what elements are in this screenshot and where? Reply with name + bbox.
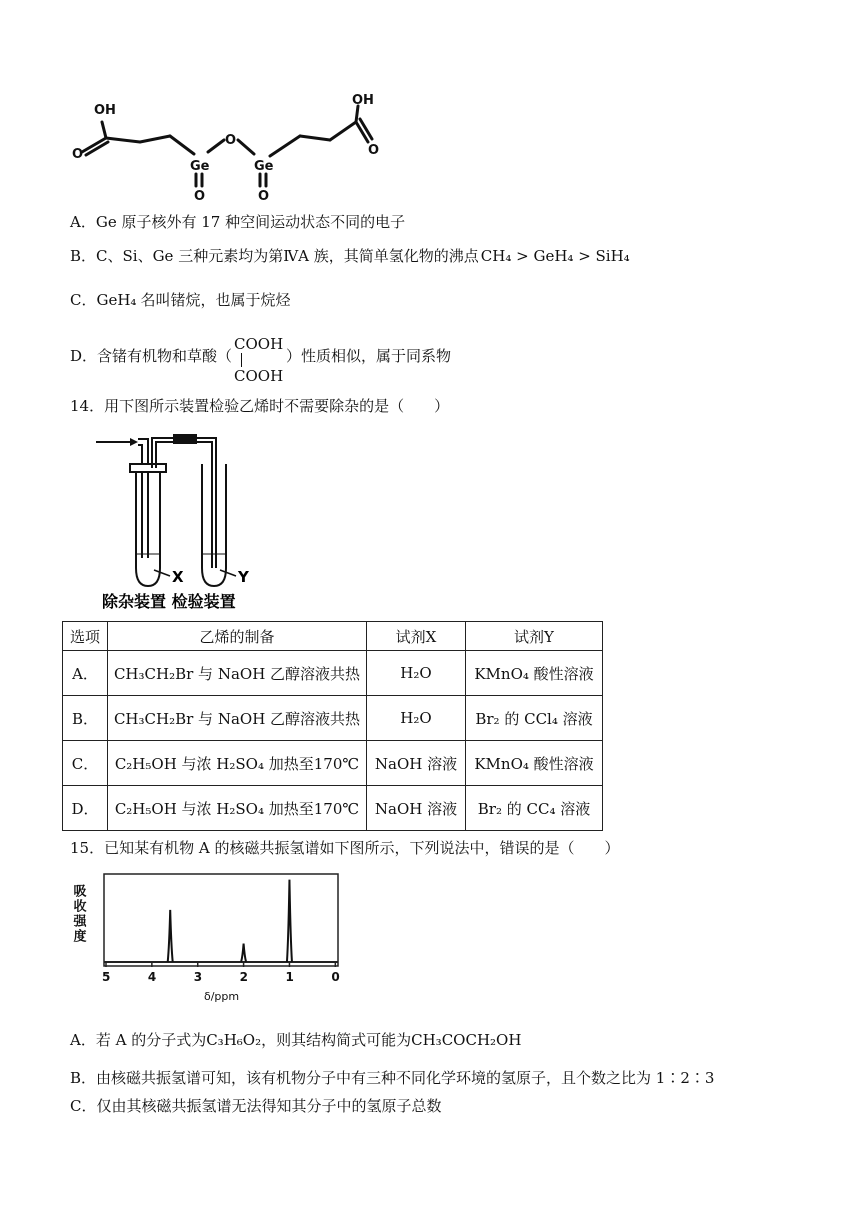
atom-oh-left: OH — [94, 103, 116, 118]
q13-option-c-label: C． — [70, 291, 97, 309]
table-row — [63, 696, 603, 741]
cell-reagent-y: KMnO₄ 酸性溶液 — [466, 651, 603, 696]
cell-reagent-y: Br₂ 的 CC₄ 溶液 — [466, 786, 603, 831]
nmr-peak — [168, 910, 173, 962]
oxalic-acid-bond — [241, 353, 242, 367]
atom-o-left: O — [72, 147, 84, 162]
reagent-y-label: Y — [238, 568, 249, 586]
q15-stem: 15．已知某有机物 A 的核磁共振氢谱如下图所示，下列说法中，错误的是（ ） — [70, 839, 620, 857]
q15-option-c: C．仅由其核磁共振氢谱无法得知其分子中的氢原子总数 — [70, 1097, 442, 1115]
atom-ge-right: Ge — [254, 159, 274, 174]
cell-reagent-x: H₂O — [367, 696, 466, 741]
cell-reagent-x: NaOH 溶液 — [367, 786, 466, 831]
cell-reagent-x: NaOH 溶液 — [367, 741, 466, 786]
q15-option-b: B．由核磁共振氢谱可知，该有机物分子中有三种不同化学环境的氢原子，且个数之比为 1∶2∶3 — [70, 1069, 715, 1087]
cell-option: D． — [63, 786, 108, 831]
atom-o-left-ge: O — [194, 189, 206, 204]
reagent-x-label: X — [172, 568, 184, 586]
header-option: 选项 — [63, 622, 108, 651]
cell-reagent-y: KMnO₄ 酸性溶液 — [466, 741, 603, 786]
atom-o-bridge: O — [225, 133, 237, 148]
oxalic-acid-top: COOH — [234, 335, 284, 353]
table-header-row — [63, 622, 603, 651]
y-axis-label: 吸收强度 — [70, 884, 86, 944]
header-reagent-x: 试剂X — [367, 622, 466, 651]
q15-option-a — [70, 1030, 521, 1050]
q13-option-c — [70, 290, 290, 310]
plot-frame — [104, 874, 338, 966]
cell-preparation: CH₃CH₂Br 与 NaOH 乙醇溶液共热 — [108, 696, 367, 741]
header-reagent-y: 试剂Y — [466, 622, 603, 651]
cell-option: C． — [63, 741, 108, 786]
table-row — [63, 741, 603, 786]
oxalic-acid-bottom: COOH — [234, 367, 284, 385]
q13-option-a: A．Ge 原子核外有 17 种空间运动状态不同的电子 — [70, 213, 406, 231]
x-axis-label: δ/ppm — [204, 990, 240, 1003]
cell-reagent-x: H₂O — [367, 651, 466, 696]
x-tick-label: 1 — [285, 970, 294, 984]
q15-option-a-formula: C₃H₆O₂ — [206, 1031, 262, 1049]
q13-option-b-formula: CH₄ > GeH₄ > SiH₄ — [480, 247, 630, 265]
cell-preparation: C₂H₅OH 与浓 H₂SO₄ 加热至170℃ — [108, 786, 367, 831]
x-tick-label: 4 — [147, 970, 157, 984]
germanium-structure-figure — [72, 92, 392, 210]
nmr-spectrum-chart — [70, 870, 354, 1004]
apparatus-caption: 除杂装置 检验装置 — [102, 592, 236, 611]
x-tick-label: 0 — [331, 970, 340, 984]
ethylene-apparatus-figure — [90, 428, 290, 614]
cell-preparation: CH₃CH₂Br 与 NaOH 乙醇溶液共热 — [108, 651, 367, 696]
cell-preparation: C₂H₅OH 与浓 H₂SO₄ 加热至170℃ — [108, 741, 367, 786]
q15-option-a-text: A．若 A 的分子式为 — [70, 1031, 207, 1049]
table-row — [63, 786, 603, 831]
atom-o-right: O — [368, 143, 380, 158]
atom-ge-left: Ge — [190, 159, 210, 174]
cell-option: A． — [63, 651, 108, 696]
q13-option-b — [70, 246, 630, 266]
x-tick-label: 2 — [239, 970, 248, 984]
x-tick-label: 3 — [193, 970, 203, 984]
q13-option-d-text-end: ）性质相似，属于同系物 — [286, 347, 452, 365]
atom-o-right-ge: O — [258, 189, 270, 204]
q15-option-a-formula2: CH₃COCH₂OH — [411, 1031, 522, 1049]
cell-option: B． — [63, 696, 108, 741]
q15-option-a-text-mid: ，则其结构简式可能为 — [261, 1031, 412, 1049]
q13-option-b-text: B．C、Si、Ge 三种元素均为第ⅣA 族，其简单氢化物的沸点 — [70, 247, 479, 265]
nmr-peak — [287, 880, 292, 962]
q13-option-c-formula: GeH₄ — [96, 291, 137, 309]
q14-options-table — [62, 621, 603, 831]
table-row — [63, 651, 603, 696]
nmr-peak — [241, 944, 246, 962]
header-preparation: 乙烯的制备 — [108, 622, 367, 651]
x-tick-label: 5 — [102, 970, 111, 984]
q13-option-c-text: 名叫锗烷，也属于烷烃 — [140, 291, 291, 309]
cell-reagent-y: Br₂ 的 CCl₄ 溶液 — [466, 696, 603, 741]
q13-option-d-text: D．含锗有机物和草酸（ — [70, 347, 233, 365]
q14-stem: 14．用下图所示装置检验乙烯时不需要除杂的是（ ） — [70, 397, 450, 415]
atom-oh-right: OH — [352, 93, 374, 108]
